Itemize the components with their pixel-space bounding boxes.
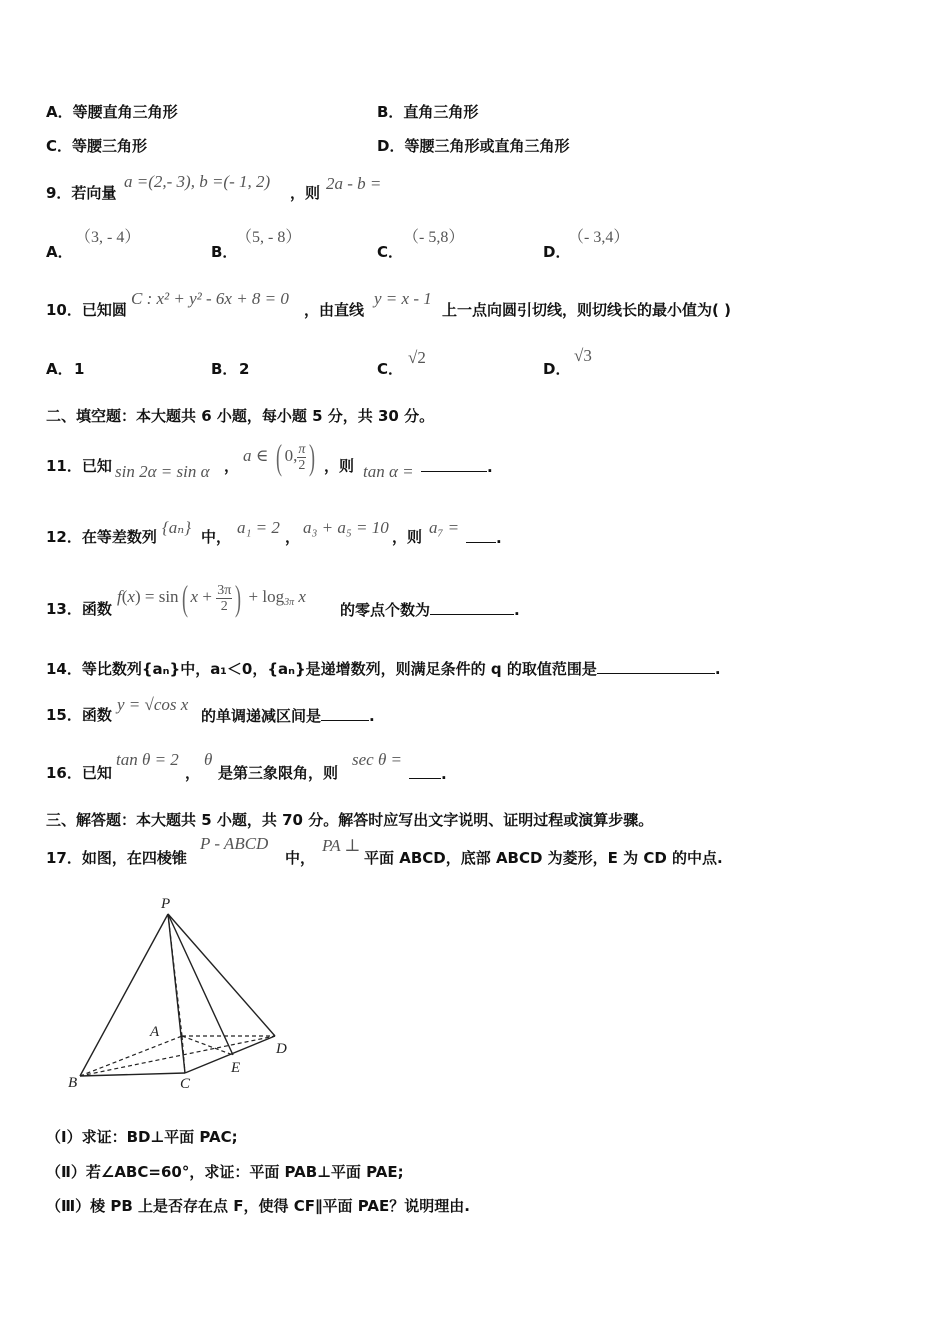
q10-prefix: 10．已知圆 [46, 301, 127, 319]
q10-option-d: √3 [574, 346, 592, 365]
q9-mid: ，则 [290, 184, 321, 202]
q17-mid: 中， [285, 849, 316, 867]
pyramid-figure [60, 890, 310, 1095]
q9-option-c: （- 5,8） [403, 229, 465, 246]
q17-prefix: 17．如图，在四棱锥 [46, 849, 187, 867]
q9-label-c: C． [377, 243, 404, 261]
q17-perp: PA ⊥ [322, 836, 361, 855]
q9-label-b: B． [211, 243, 238, 261]
q16-mid: 是第三象限角，则 [218, 764, 339, 782]
label-e: E [231, 1060, 241, 1076]
answer-blank[interactable] [430, 600, 514, 615]
edge-ba [80, 1036, 182, 1076]
edge-pe [168, 914, 233, 1055]
q11-answer: . [421, 457, 493, 476]
q10-label-b: B． [211, 360, 238, 378]
q16-theta: θ [204, 750, 213, 769]
q17-pyramid: P - ABCD [200, 834, 269, 853]
edge-bd [80, 1036, 275, 1076]
section3-heading: 三、解答题：本大题共 5 小题，共 70 分。解答时应写出文字说明、证明过程或演算步骤。 [46, 811, 654, 829]
q10-mid: ，由直线 [304, 301, 365, 319]
q9-ask: 2a - b = [326, 174, 382, 193]
answer-blank[interactable] [597, 659, 715, 674]
q16-comma: ， [185, 764, 201, 782]
q14-text: 14．等比数列{aₙ}中，a₁＜0，{aₙ}是递增数列，则满足条件的 q 的取值范围是 . [46, 660, 721, 678]
q10-label-a: A． [46, 360, 73, 378]
q12-cond2: a₃ + a₅ = 10 [303, 518, 389, 537]
q17-part1: （Ⅰ）求证：BD⊥平面 PAC; [46, 1128, 238, 1146]
edge-pb [80, 914, 168, 1076]
q16-ask: sec θ = [352, 750, 403, 769]
q11-ask: tan α = [363, 462, 414, 481]
q9-vectors: a =(2,- 3), b =(- 1, 2) [124, 172, 271, 191]
q13-expr: f(x) = sin( x + $\frac{3\pi}{2}$ ) + $\log_{3\pi} x$ [117, 578, 306, 619]
label-c: C [180, 1076, 191, 1092]
q12-answer: . [466, 528, 502, 547]
q8-option-a: A．等腰直角三角形 [46, 103, 178, 121]
label-p: P [161, 896, 171, 912]
q12-prefix: 12．在等差数列 [46, 528, 157, 546]
edge-pd [168, 914, 275, 1036]
q8-option-c: C．等腰三角形 [46, 137, 148, 155]
q9-option-a: （3, - 4） [75, 229, 141, 246]
q15-prefix: 15．函数 [46, 706, 112, 724]
q12-comma: ， [285, 528, 301, 546]
q11-expr: sin 2α = sin α [115, 462, 210, 481]
q10-label-c: C． [377, 360, 404, 378]
q13-prefix: 13．函数 [46, 600, 112, 618]
q10-suffix: 上一点向圆引切线，则切线长的最小值为( ) [442, 301, 731, 319]
q8-option-d: D．等腰三角形或直角三角形 [377, 137, 570, 155]
q10-option-b: 2 [239, 360, 250, 378]
q11-comma: ， [224, 457, 240, 475]
q9-prefix: 9．若向量 [46, 184, 117, 202]
q16-answer: . [409, 764, 447, 783]
label-d: D [276, 1041, 287, 1057]
q11-prefix: 11．已知 [46, 457, 112, 475]
section2-heading: 二、填空题：本大题共 6 小题，每小题 5 分，共 30 分。 [46, 407, 435, 425]
q9-label-d: D． [543, 243, 571, 261]
q17-part2: （Ⅱ）若∠ABC=60°，求证：平面 PAB⊥平面 PAE; [46, 1163, 404, 1181]
q9-option-d: （- 3,4） [568, 229, 630, 246]
q15-expr: y = √cos x [117, 695, 189, 714]
q17-suffix: 平面 ABCD，底部 ABCD 为菱形，E 为 CD 的中点. [364, 849, 723, 867]
q10-line: y = x - 1 [374, 289, 432, 308]
q17-part3: （Ⅲ）棱 PB 上是否存在点 F，使得 CF∥平面 PAE？说明理由. [46, 1197, 470, 1215]
answer-blank[interactable] [409, 764, 441, 779]
q12-seq [162, 518, 191, 538]
q10-label-d: D． [543, 360, 571, 378]
label-a: A [150, 1024, 160, 1040]
answer-blank[interactable] [421, 457, 487, 472]
q11-then: ，则 [324, 457, 355, 475]
q12-then: ，则 [392, 528, 423, 546]
q8-option-b: B．直角三角形 [377, 103, 479, 121]
label-b: B [68, 1075, 78, 1091]
q12-ask: a₇ = [429, 518, 460, 537]
q12-seq-text: {aₙ} [162, 518, 191, 537]
q12-mid: 中， [201, 528, 232, 546]
answer-blank[interactable] [321, 706, 369, 721]
q10-circle: C : x² + y² - 6x + 8 = 0 [131, 289, 289, 308]
answer-blank[interactable] [466, 528, 496, 543]
q9-label-a: A． [46, 243, 73, 261]
q9-option-b: （5, - 8） [236, 229, 302, 246]
q10-option-a: 1 [74, 360, 85, 378]
q16-cond: tan θ = 2 [116, 750, 179, 769]
q16-prefix: 16．已知 [46, 764, 112, 782]
q11-range: a ∈ ( 0, $\frac{\pi}{2}$ ) [243, 437, 316, 478]
q13-suffix: 的零点个数为 . [340, 601, 520, 619]
q10-option-c: √2 [408, 348, 426, 367]
q12-cond1: a₁ = 2 [237, 518, 280, 537]
edge-bc [80, 1073, 185, 1076]
q15-suffix: 的单调递减区间是 . [201, 707, 375, 725]
